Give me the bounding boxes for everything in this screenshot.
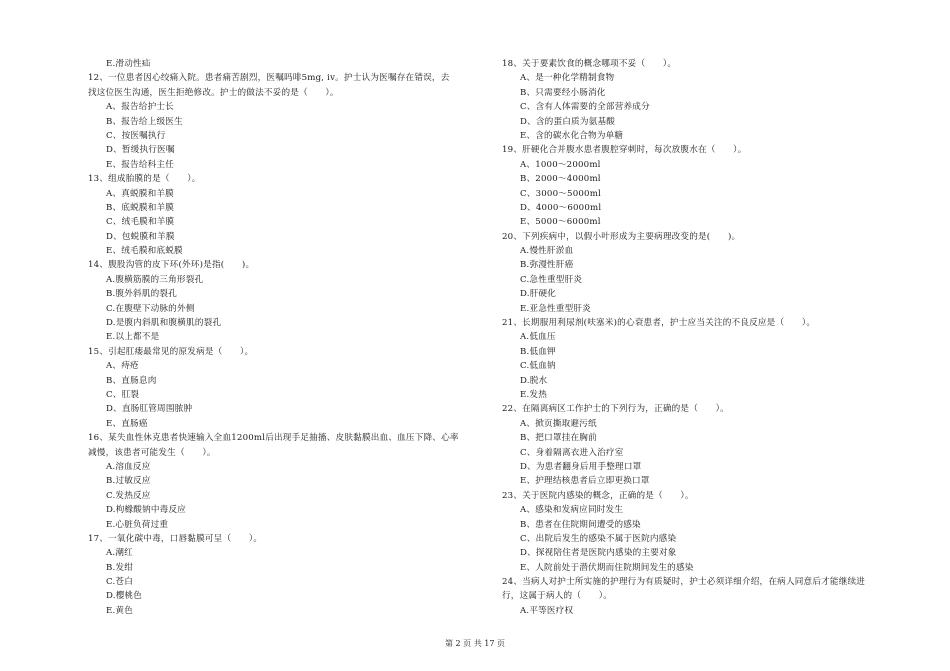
answer-option: B.弥漫性肝癌 xyxy=(520,260,574,271)
answer-option: B.发绀 xyxy=(106,562,134,573)
answer-option: B.过敏反应 xyxy=(106,476,151,487)
answer-option: B、把口罩挂在胸前 xyxy=(520,433,597,444)
right-column xyxy=(502,57,902,618)
answer-option: A、痔疮 xyxy=(106,361,139,372)
answer-option: B、报告给上级医生 xyxy=(106,116,183,127)
answer-option: B、直肠息肉 xyxy=(106,375,157,386)
answer-option: C、按医嘱执行 xyxy=(106,130,166,141)
question-text: 23、关于医院内感染的概念，正确的是（ ）。 xyxy=(502,490,694,501)
answer-option: D.樱桃色 xyxy=(106,591,143,602)
answer-option: E.发热 xyxy=(520,389,547,400)
answer-option: B.腹外斜肌的裂孔 xyxy=(106,289,178,300)
answer-option: B.低血钾 xyxy=(520,346,556,357)
question-text: 17、一氧化碳中毒，口唇黏膜可呈（ ）。 xyxy=(88,533,263,544)
answer-option: A、真蜕膜和羊膜 xyxy=(106,188,174,199)
answer-option: A、掀页撕取避污纸 xyxy=(520,418,597,429)
question-text: 13、组成胎膜的是（ ）。 xyxy=(88,174,201,185)
answer-option: D、为患者翻身后用手整理口罩 xyxy=(520,461,642,472)
page-footer: 第 2 页 共 17 页 xyxy=(445,639,505,648)
answer-option: B、只需要经小肠消化 xyxy=(520,87,606,98)
answer-option: E、护理结核患者后立即更换口罩 xyxy=(520,476,650,487)
answer-option: E.以上都不是 xyxy=(106,332,160,343)
answer-option: C、绒毛膜和羊膜 xyxy=(106,217,175,228)
question-text: 找这位医生沟通，医生拒绝修改。护士的做法不妥的是（ ）。 xyxy=(88,87,339,98)
question-text: 15、引起肛瘘最常见的原发病是（ ）。 xyxy=(88,346,254,357)
answer-option: C.急性重型肝炎 xyxy=(520,274,583,285)
question-text: 12、一位患者因心绞痛入院。患者痛苦剧烈，医嘱吗啡5mg, iv。护士认为医嘱存在错误，去 xyxy=(88,73,450,84)
answer-option: E.亚急性重型肝炎 xyxy=(520,303,591,314)
answer-option: D.脱水 xyxy=(520,375,548,386)
answer-option: B、2000～4000ml xyxy=(520,174,601,185)
answer-option: E.黄色 xyxy=(106,605,133,616)
answer-option: D.是腹内斜肌和腹横肌的裂孔 xyxy=(106,318,222,329)
question-text: 21、长期服用利尿剂(呋塞米)的心衰患者，护士应当关注的不良反应是（ ）。 xyxy=(502,318,816,329)
question-text: 22、在隔离病区工作护士的下列行为，正确的是（ ）。 xyxy=(502,404,729,415)
answer-option: E、含的碳水化合物为单糖 xyxy=(520,130,624,141)
answer-option: A.低血压 xyxy=(520,332,556,343)
left-column xyxy=(88,57,488,618)
answer-option: D、4000～6000ml xyxy=(520,202,602,213)
answer-option: D、暂缓执行医嘱 xyxy=(106,145,175,156)
answer-option: C.发热反应 xyxy=(106,490,151,501)
answer-option: A.潮红 xyxy=(106,548,133,559)
answer-option: E、绒毛膜和底蜕膜 xyxy=(106,246,183,257)
answer-option: B、底蜕膜和羊膜 xyxy=(106,202,175,213)
answer-option: C.低血钠 xyxy=(520,361,556,372)
question-text: 14、腹股沟管的皮下环(外环)是指( )。 xyxy=(88,260,255,271)
question-text: 16、某失血性休克患者快速输入全血1200ml后出现手足抽搐、皮肤黏膜出血、血压下降、心率 xyxy=(88,433,459,444)
answer-option: E、直肠癌 xyxy=(106,418,148,429)
question-text: 行，这属于病人的（ ）。 xyxy=(502,591,613,602)
question-text: 19、肝硬化合并腹水患者腹腔穿刺时，每次放腹水在（ ）。 xyxy=(502,145,747,156)
answer-option: D.枸橼酸钠中毒反应 xyxy=(106,505,187,516)
answer-option: D、包蜕膜和羊膜 xyxy=(106,231,175,242)
question-text: 减慢，该患者可能发生（ ）。 xyxy=(88,447,216,458)
answer-option: A.平等医疗权 xyxy=(520,605,574,616)
answer-option: D、探视陪住者是医院内感染的主要对象 xyxy=(520,548,677,559)
answer-option: A、是一种化学精制食物 xyxy=(520,73,615,84)
answer-option: E、5000～6000ml xyxy=(520,217,601,228)
answer-option: C、肛裂 xyxy=(106,389,140,400)
answer-option: E、报告给科主任 xyxy=(106,159,175,170)
answer-option: D、直肠肛管周围脓肿 xyxy=(106,404,193,415)
answer-option: C、出院后发生的感染不属于医院内感染 xyxy=(520,533,677,544)
answer-option: E、人院前处于潜伏期而住院期间发生的感染 xyxy=(520,562,694,573)
answer-option: A.腹横筋膜的三角形裂孔 xyxy=(106,274,204,285)
answer-option: C.苍白 xyxy=(106,577,133,588)
answer-option: C、身着隔离衣进入治疗室 xyxy=(520,447,624,458)
question-text: 24、当病人对护士所实施的护理行为有质疑时，护士必须详细介绍，在病人同意后才能继续进 xyxy=(502,577,866,588)
answer-option: A、报告给护士长 xyxy=(106,102,174,113)
answer-option: B、患者在住院期间遭受的感染 xyxy=(520,519,641,530)
answer-option: E.滑动性疝 xyxy=(106,59,151,69)
answer-option: A.溶血反应 xyxy=(106,461,151,472)
answer-option: D.肝硬化 xyxy=(520,289,557,300)
answer-option: D、含的蛋白质为氨基酸 xyxy=(520,116,616,127)
answer-option: C.在腹壁下动脉的外侧 xyxy=(106,303,195,314)
question-text: 18、关于要素饮食的概念哪项不妥（ ）。 xyxy=(502,59,677,69)
answer-option: C、3000～5000ml xyxy=(520,188,602,199)
question-text: 20、下列疾病中，以假小叶形成为主要病理改变的是( )。 xyxy=(502,231,741,242)
answer-option: C、含有人体需要的全部营养成分 xyxy=(520,102,650,113)
answer-option: A、感染和发病应同时发生 xyxy=(520,505,624,516)
answer-option: A.慢性肝淤血 xyxy=(520,246,574,257)
answer-option: A、1000～2000ml xyxy=(520,159,601,170)
answer-option: E.心脏负荷过重 xyxy=(106,519,169,530)
